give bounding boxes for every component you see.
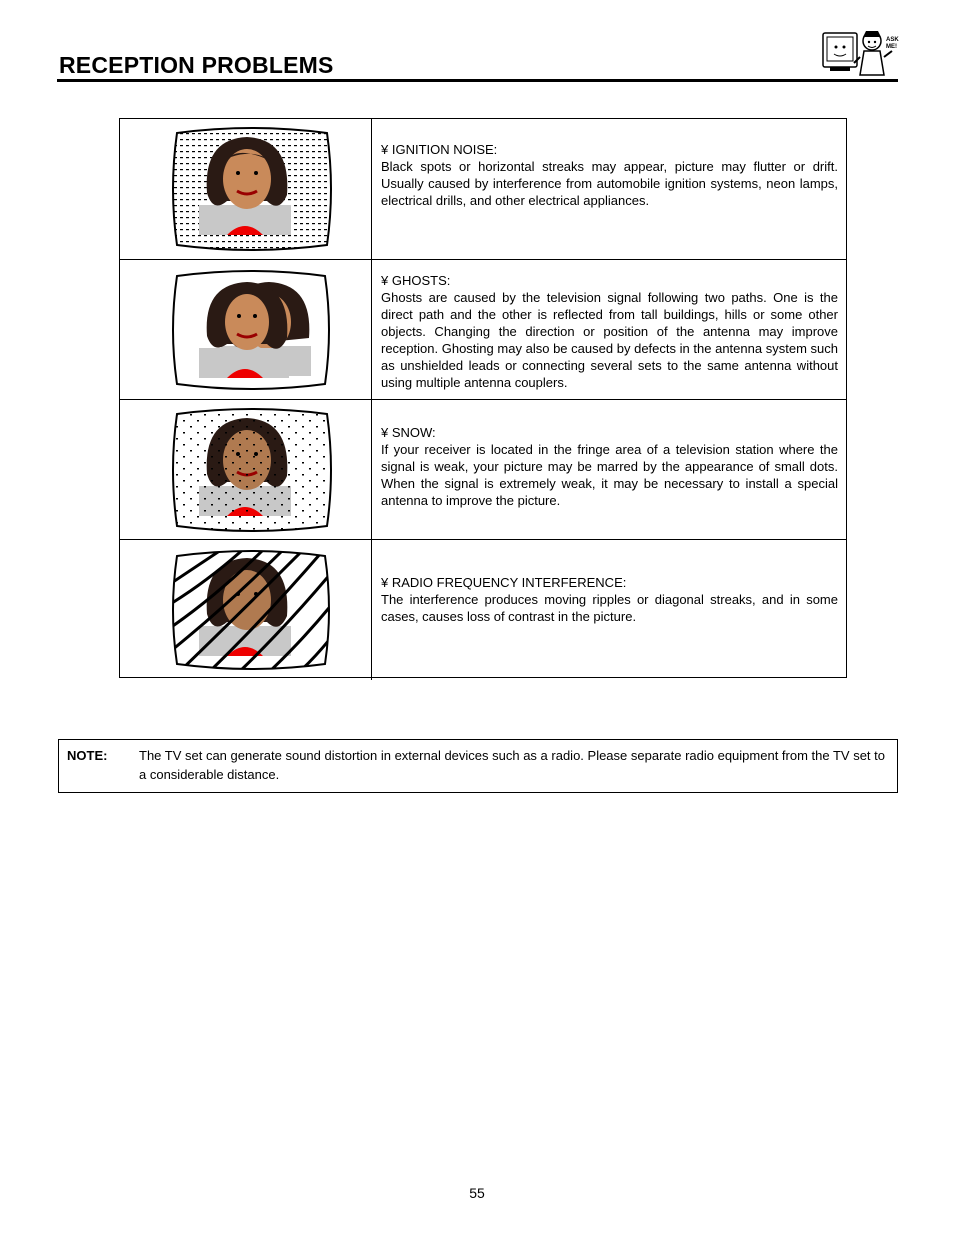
problem-text	[381, 141, 838, 209]
problem-text	[381, 574, 838, 625]
page-title: RECEPTION PROBLEMS	[59, 52, 334, 78]
tv-rf-interference-illustration	[167, 546, 337, 674]
problem-heading: ¥ GHOSTS:	[381, 273, 451, 288]
reception-problems-table	[119, 118, 847, 678]
note-text: The TV set can generate sound distortion in external devices such as a radio. Please separate radio equipment from the TV set to a considerable distance.	[139, 748, 886, 782]
problem-row-ignition-noise	[120, 119, 846, 259]
image-cell	[120, 400, 372, 540]
problem-row-radio-frequency-interference	[120, 539, 846, 680]
page-number: 55	[469, 1185, 485, 1201]
svg-text:ME!: ME!	[886, 44, 897, 50]
problem-heading: ¥ IGNITION NOISE:	[381, 142, 498, 157]
image-cell	[120, 119, 372, 259]
note-box	[58, 739, 898, 793]
image-cell	[120, 540, 372, 680]
problem-heading: ¥ RADIO FREQUENCY INTERFERENCE:	[381, 575, 627, 590]
problem-row-snow	[120, 399, 846, 540]
problem-row-ghosts	[120, 259, 846, 400]
problem-body: Black spots or horizontal streaks may appear, picture may flutter or drift. Usually caused by interference from automobile ignition systems, neon lamps, electrical drills, and other electrical appliances.	[381, 159, 838, 208]
tv-ignition-noise-illustration	[167, 125, 337, 253]
tv-ghosts-illustration	[167, 266, 337, 394]
header-rule	[57, 79, 898, 82]
problem-body: The interference produces moving ripples or diagonal streaks, and in some cases, causes loss of contrast in the picture.	[381, 592, 838, 624]
problem-heading: ¥ SNOW:	[381, 425, 436, 440]
problem-body: If your receiver is located in the fringe area of a television station where the signal is weak, your picture may be marred by the appearance of small dots. When the signal is extremely weak, it may be necessary to install a special antenna to improve the picture.	[381, 442, 838, 508]
problem-text	[381, 272, 838, 391]
note-label: NOTE:	[67, 748, 108, 763]
problem-body: Ghosts are caused by the television signal following two paths. One is the direct path and the other is reflected from tall buildings, hills or some other objects. Changing the direction or position of the antenna may improve reception. Ghosting may also be caused by defects in the antenna system such as unshielded leads or connecting several sets to the same antenna without using multiple antenna couplers.	[381, 290, 838, 390]
svg-text:ASK: ASK	[886, 37, 899, 43]
image-cell	[120, 260, 372, 400]
tv-snow-illustration	[167, 406, 337, 534]
problem-text	[381, 424, 838, 509]
ask-me-mascot-icon	[820, 27, 902, 81]
